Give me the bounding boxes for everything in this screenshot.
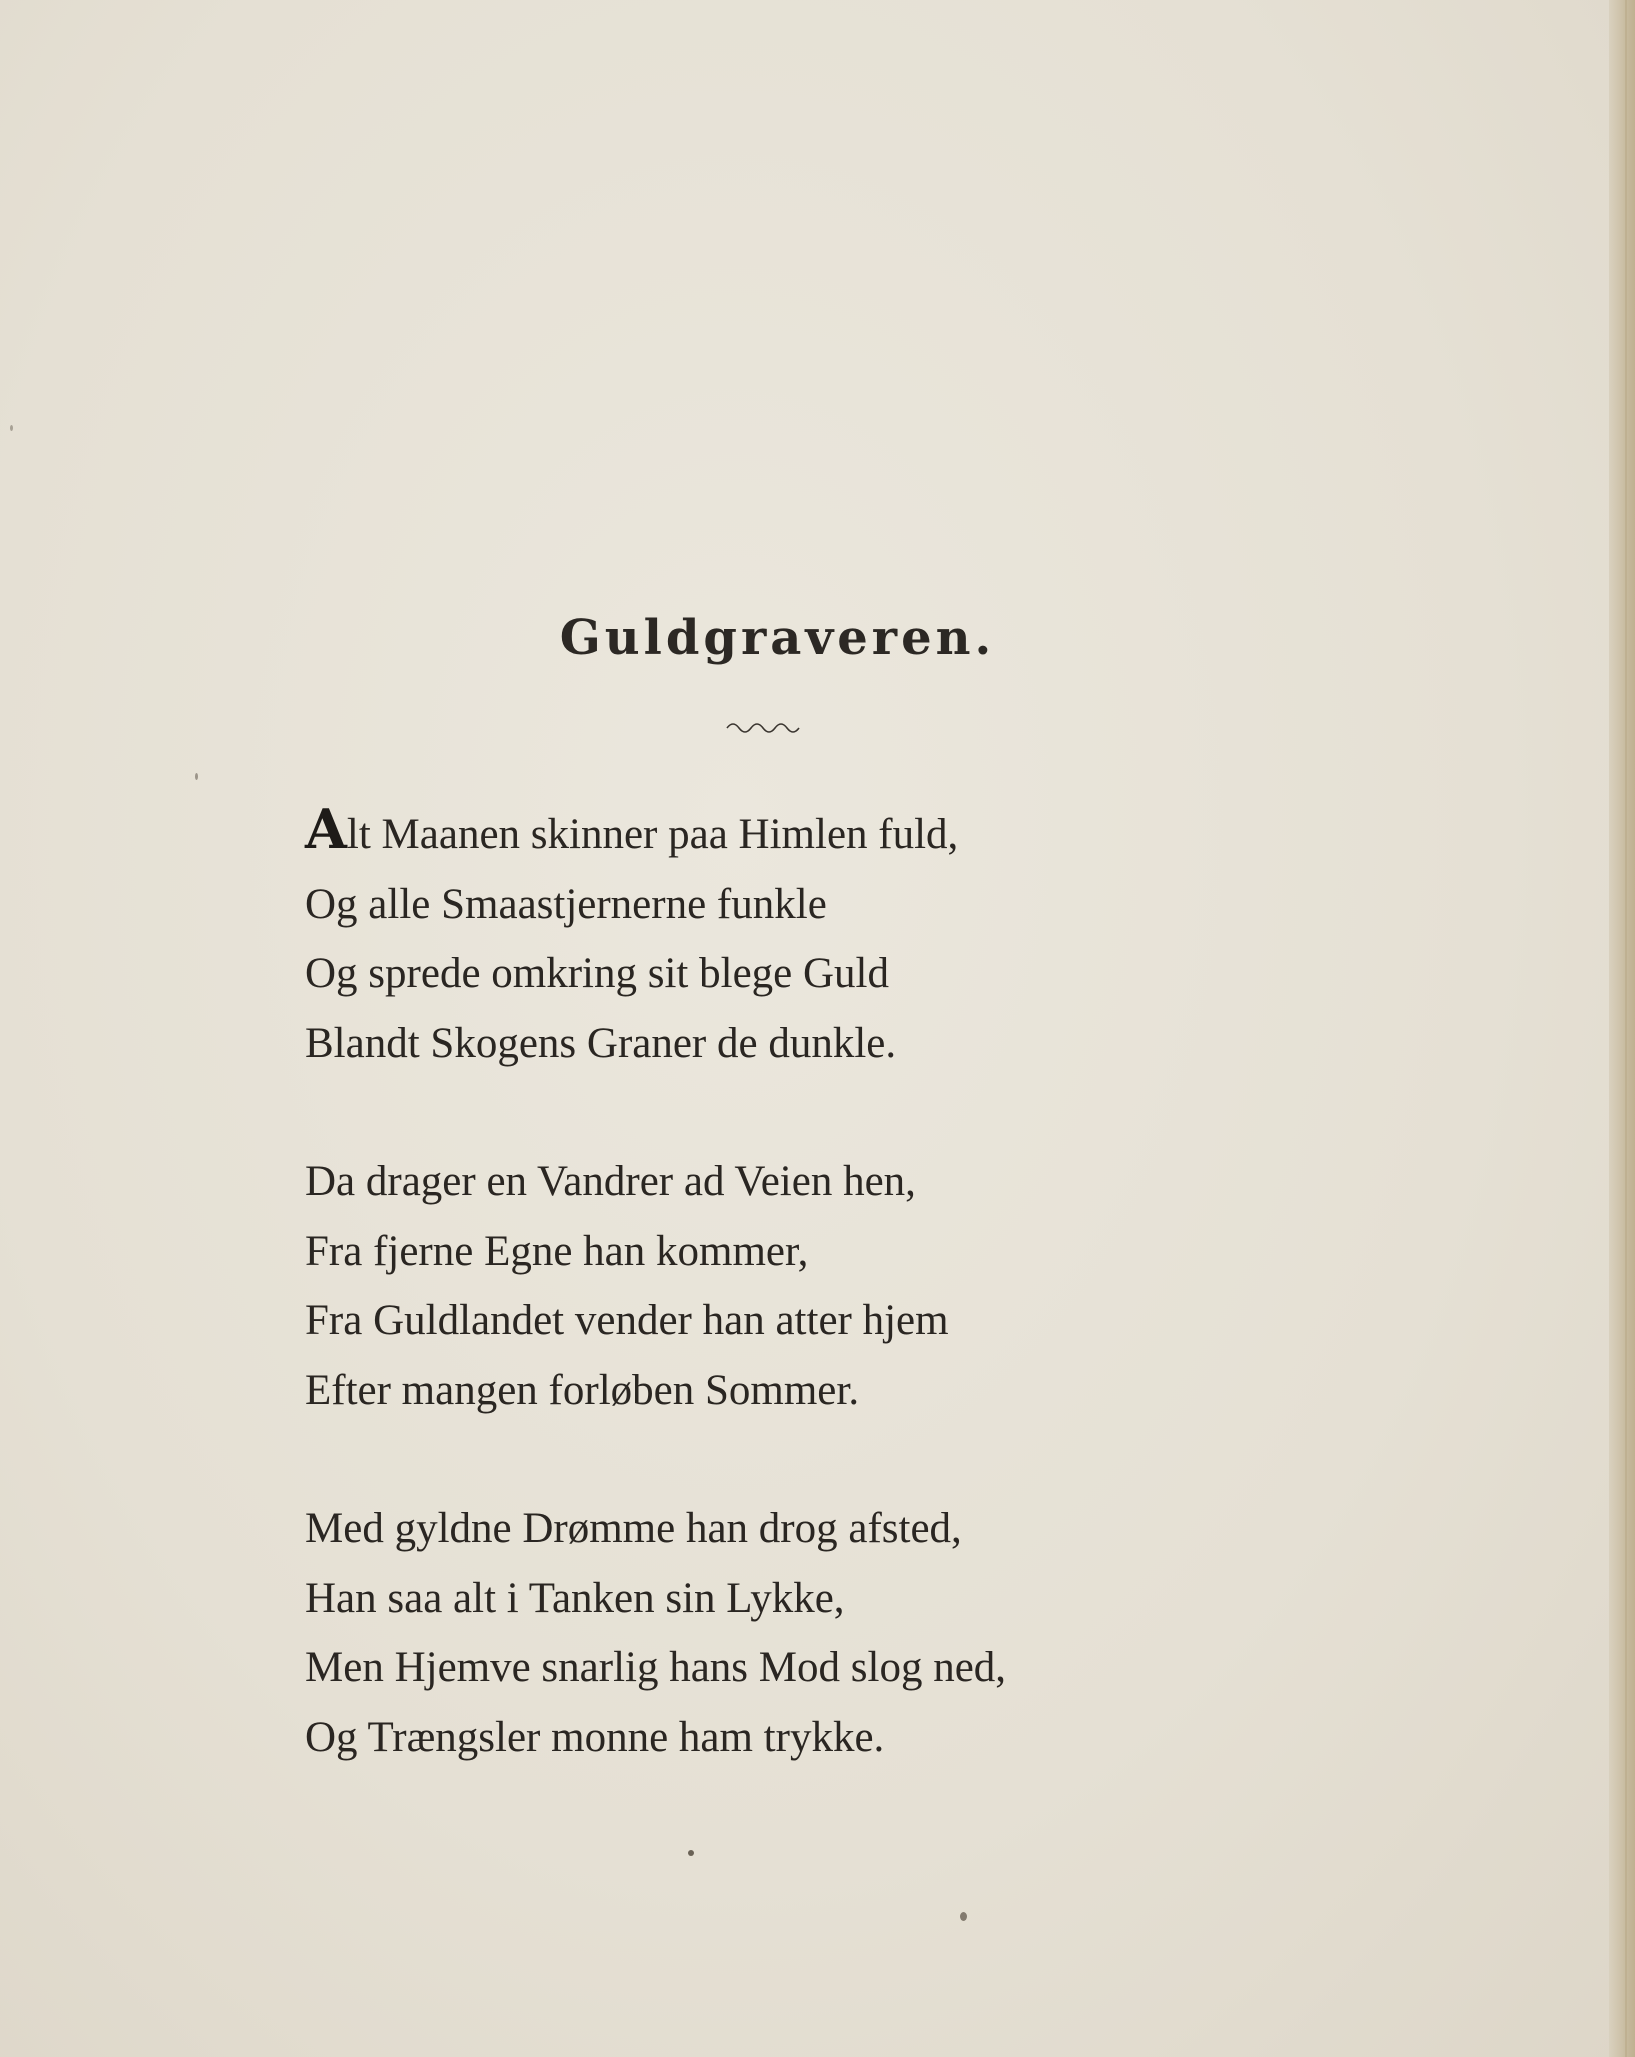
poem-line: Og alle Smaastjernerne funkle [305, 880, 827, 928]
wave-ornament-icon [725, 718, 805, 734]
poem-body [305, 797, 1305, 1841]
poem-title: Guldgraveren. [559, 610, 996, 666]
poem-line-text: lt Maanen skinner paa Himlen fuld, [346, 811, 959, 858]
stanza-2 [305, 1147, 1305, 1425]
stanza-3 [305, 1494, 1305, 1772]
poem-line: Men Hjemve snarlig hans Mod slog ned, [305, 1644, 1007, 1691]
poem-line: Efter mangen forløben Sommer. [305, 1366, 860, 1414]
poem-line [305, 797, 1305, 870]
poem-line: Fra Guldlandet vender han atter hjem [305, 1297, 949, 1344]
paper-speck [688, 1850, 694, 1856]
paper-speck [10, 425, 13, 431]
paper-speck [960, 1912, 967, 1921]
poem-line: Og sprede omkring sit blege Guld [305, 950, 889, 997]
page-edge [1609, 0, 1635, 2057]
drop-cap: A [305, 797, 347, 861]
poem-line: Han saa alt i Tanken sin Lykke, [305, 1574, 845, 1622]
stanza-1 [305, 797, 1305, 1078]
poem-line: Fra fjerne Egne han kommer, [305, 1227, 809, 1275]
paper-speck [195, 773, 198, 780]
poem-line: Og Trængsler monne ham trykke. [305, 1713, 885, 1761]
poem-line: Da drager en Vandrer ad Veien hen, [305, 1158, 916, 1205]
page-edge-line [1625, 0, 1627, 2057]
poem-line: Med gyldne Drømme han drog afsted, [305, 1505, 962, 1552]
poem-line: Blandt Skogens Graner de dunkle. [305, 1019, 897, 1067]
